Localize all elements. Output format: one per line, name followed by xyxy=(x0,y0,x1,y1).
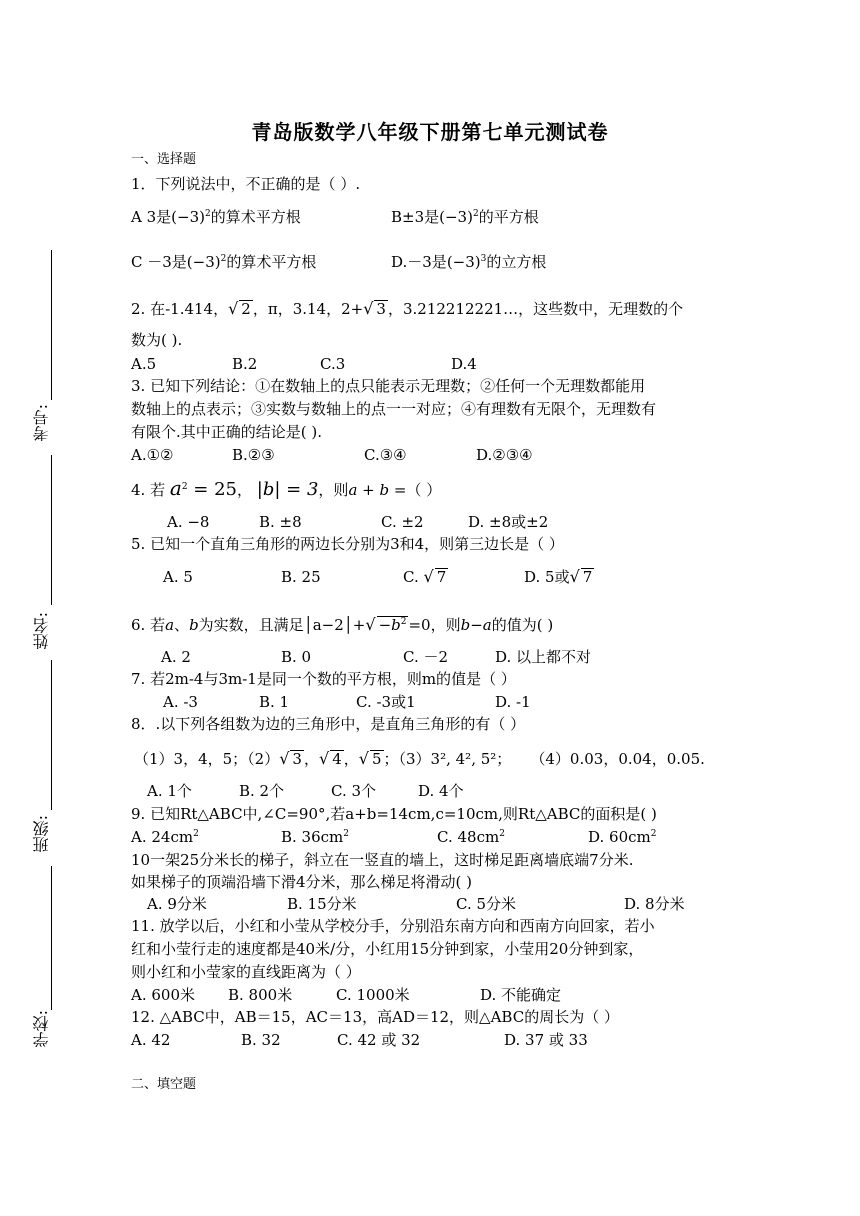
q4-option-d: D. ±8或±2 xyxy=(468,513,549,531)
binding-line-2 xyxy=(51,455,52,605)
q12-stem: 12. △ABC中，AB＝15，AC＝13，高AD＝12，则△ABC的周长为（ ） xyxy=(131,1008,619,1026)
q10-line-1: 10一架25分米长的梯子，斜立在一竖直的墙上，这时梯足距离墙底端7分米. xyxy=(131,851,634,869)
q9-option-b: B. $36cm^2$ xyxy=(281,828,350,846)
q9-option-c: C. $48cm^2$ xyxy=(437,828,505,846)
q10-option-b: B. 15分米 xyxy=(287,895,357,913)
q3-line-1: 3. 已知下列结论：①在数轴上的点只能表示无理数；②任何一个无理数都能用 xyxy=(131,377,646,395)
q9-option-d: D. $60cm^2$ xyxy=(588,828,657,846)
binding-line-3 xyxy=(51,660,52,810)
q3-line-3: 有限个.其中正确的结论是( ). xyxy=(131,423,323,441)
q2-option-a: A.5 xyxy=(131,355,157,373)
q11-option-b: B. 800米 xyxy=(228,986,293,1004)
q12-option-b: B. 32 xyxy=(241,1031,281,1049)
q1-option-c: C －3是$(-3)^2$的算术平方根 xyxy=(131,253,317,271)
section-choice: 一、选择题 xyxy=(131,152,197,167)
q11-line-3: 则小红和小莹家的直线距离为（ ） xyxy=(131,963,361,981)
q12-option-a: A. 42 xyxy=(131,1031,171,1049)
q9-option-a: A. $24cm^2$ xyxy=(131,828,199,846)
q5-option-c: C. √ 7 xyxy=(403,567,447,586)
q10-option-c: C. 5分米 xyxy=(456,895,517,913)
q4-stem: 4. 若 $a^2 = 25$， |b| = 3，则a + b =（ ） xyxy=(131,476,442,500)
q7-option-b: B. 1 xyxy=(259,693,290,711)
q2-option-d: D.4 xyxy=(451,355,477,373)
q3-line-2: 数轴上的点表示；③实数与数轴上的点一一对应；④有理数有无限个，无理数有 xyxy=(131,400,657,418)
q1-option-d: D.－3是$(-3)^3$的立方根 xyxy=(391,253,547,271)
q11-option-a: A. 600米 xyxy=(131,986,195,1004)
q12-options xyxy=(131,1030,588,1050)
q11-option-c: C. 1000米 xyxy=(336,986,410,1004)
q11-option-d: D. 不能确定 xyxy=(480,986,562,1004)
q1-options-cd xyxy=(131,252,547,272)
label-school: 学校: xyxy=(32,1010,51,1048)
q2-options xyxy=(131,354,477,374)
q10-option-a: A. 9分米 xyxy=(147,895,207,913)
q11-options xyxy=(131,985,562,1005)
q6-option-a: A. 2 xyxy=(161,648,191,666)
q12-option-d: D. 37 或 33 xyxy=(504,1031,588,1049)
q6-option-b: B. 0 xyxy=(281,648,312,666)
q3-options xyxy=(131,445,533,465)
q5-stem: 5. 已知一个直角三角形的两边长分别为3和4，则第三边长是（ ） xyxy=(131,535,564,553)
q3-option-a: A.①② xyxy=(131,446,174,464)
q10-line-2: 如果梯子的顶端沿墙下滑4分米，那么梯足将滑动( ) xyxy=(131,873,473,891)
q7-option-c: C. -3或1 xyxy=(356,693,416,711)
q8-option-b: B. 2个 xyxy=(239,782,285,800)
page-title: 青岛版数学八年级下册第七单元测试卷 xyxy=(251,120,609,144)
q7-option-a: A. -3 xyxy=(163,693,198,711)
q6-option-d: D. 以上都不对 xyxy=(495,648,592,666)
q8-option-a: A. 1个 xyxy=(147,782,192,800)
q1-stem: 1．下列说法中，不正确的是（ ）. xyxy=(131,175,361,193)
section-fill: 二、填空题 xyxy=(131,1077,197,1092)
q6-stem: 6. 若a、b为实数，且满足│a−2│+√ $-b^2 =0$，则b−a的值为( ) xyxy=(131,615,554,634)
q3-option-b: B.②③ xyxy=(232,446,275,464)
q11-line-1: 11. 放学以后，小红和小莹从学校分手，分别沿东南方向和西南方向回家，若小 xyxy=(131,917,655,935)
q4-option-b: B. ±8 xyxy=(259,513,302,531)
q8-option-c: C. 3个 xyxy=(331,782,377,800)
q2-stem-2: 数为( ). xyxy=(131,331,183,349)
q7-stem: 7. 若2m-4与3m-1是同一个数的平方根，则m的值是（ ） xyxy=(131,670,516,688)
q5-option-d: D. 5或√ 7 xyxy=(524,567,593,586)
q1-options-ab xyxy=(131,207,539,227)
q1-option-b: B±3是$(-3)^2$的平方根 xyxy=(391,208,539,226)
binding-line-4 xyxy=(51,866,52,1010)
q5-option-a: A. 5 xyxy=(163,568,193,586)
q1-option-a: A 3是$(-3)^2$的算术平方根 xyxy=(131,208,301,226)
q2-stem: 2. 在-1.414，√ 2 ，π，3.14，2+√ 3 ，3.212212221…，这些数中，无理数的个 xyxy=(131,299,684,318)
q8-groups: （1）3，4，5；（2）√ 3 ，√ 4 ，√ 5 ；（3）3², 4², 5²； （4）0.03，0.04，0.05. xyxy=(134,749,705,768)
label-exam-no: 考号: xyxy=(32,404,51,442)
label-class: 班级: xyxy=(32,815,51,853)
q3-option-d: D.②③④ xyxy=(476,446,533,464)
q11-line-2: 红和小莹行走的速度都是40米/分，小红用15分钟到家，小莹用20分钟到家， xyxy=(131,940,644,958)
q4-option-a: A. −8 xyxy=(167,513,210,531)
q7-option-d: D. -1 xyxy=(495,693,531,711)
q6-option-c: C. －2 xyxy=(403,648,449,666)
q2-option-c: C.3 xyxy=(320,355,346,373)
q2-option-b: B.2 xyxy=(232,355,258,373)
q5-option-b: B. 25 xyxy=(281,568,321,586)
q8-option-d: D. 4个 xyxy=(418,782,464,800)
q12-option-c: C. 42 或 32 xyxy=(337,1031,421,1049)
binding-line-1 xyxy=(51,250,52,400)
q4-option-c: C. ±2 xyxy=(381,513,424,531)
label-name: 姓名: xyxy=(32,612,51,650)
q9-stem: 9. 已知Rt△ABC中,∠C=90°,若a+b=14cm,c=10cm,则Rt△ABC的面积是( ) xyxy=(131,805,657,823)
q9-options xyxy=(131,827,657,847)
q10-option-d: D. 8分米 xyxy=(624,895,685,913)
q3-option-c: C.③④ xyxy=(364,446,407,464)
q8-stem: 8．.以下列各组数为边的三角形中，是直角三角形的有（ ） xyxy=(131,715,526,733)
